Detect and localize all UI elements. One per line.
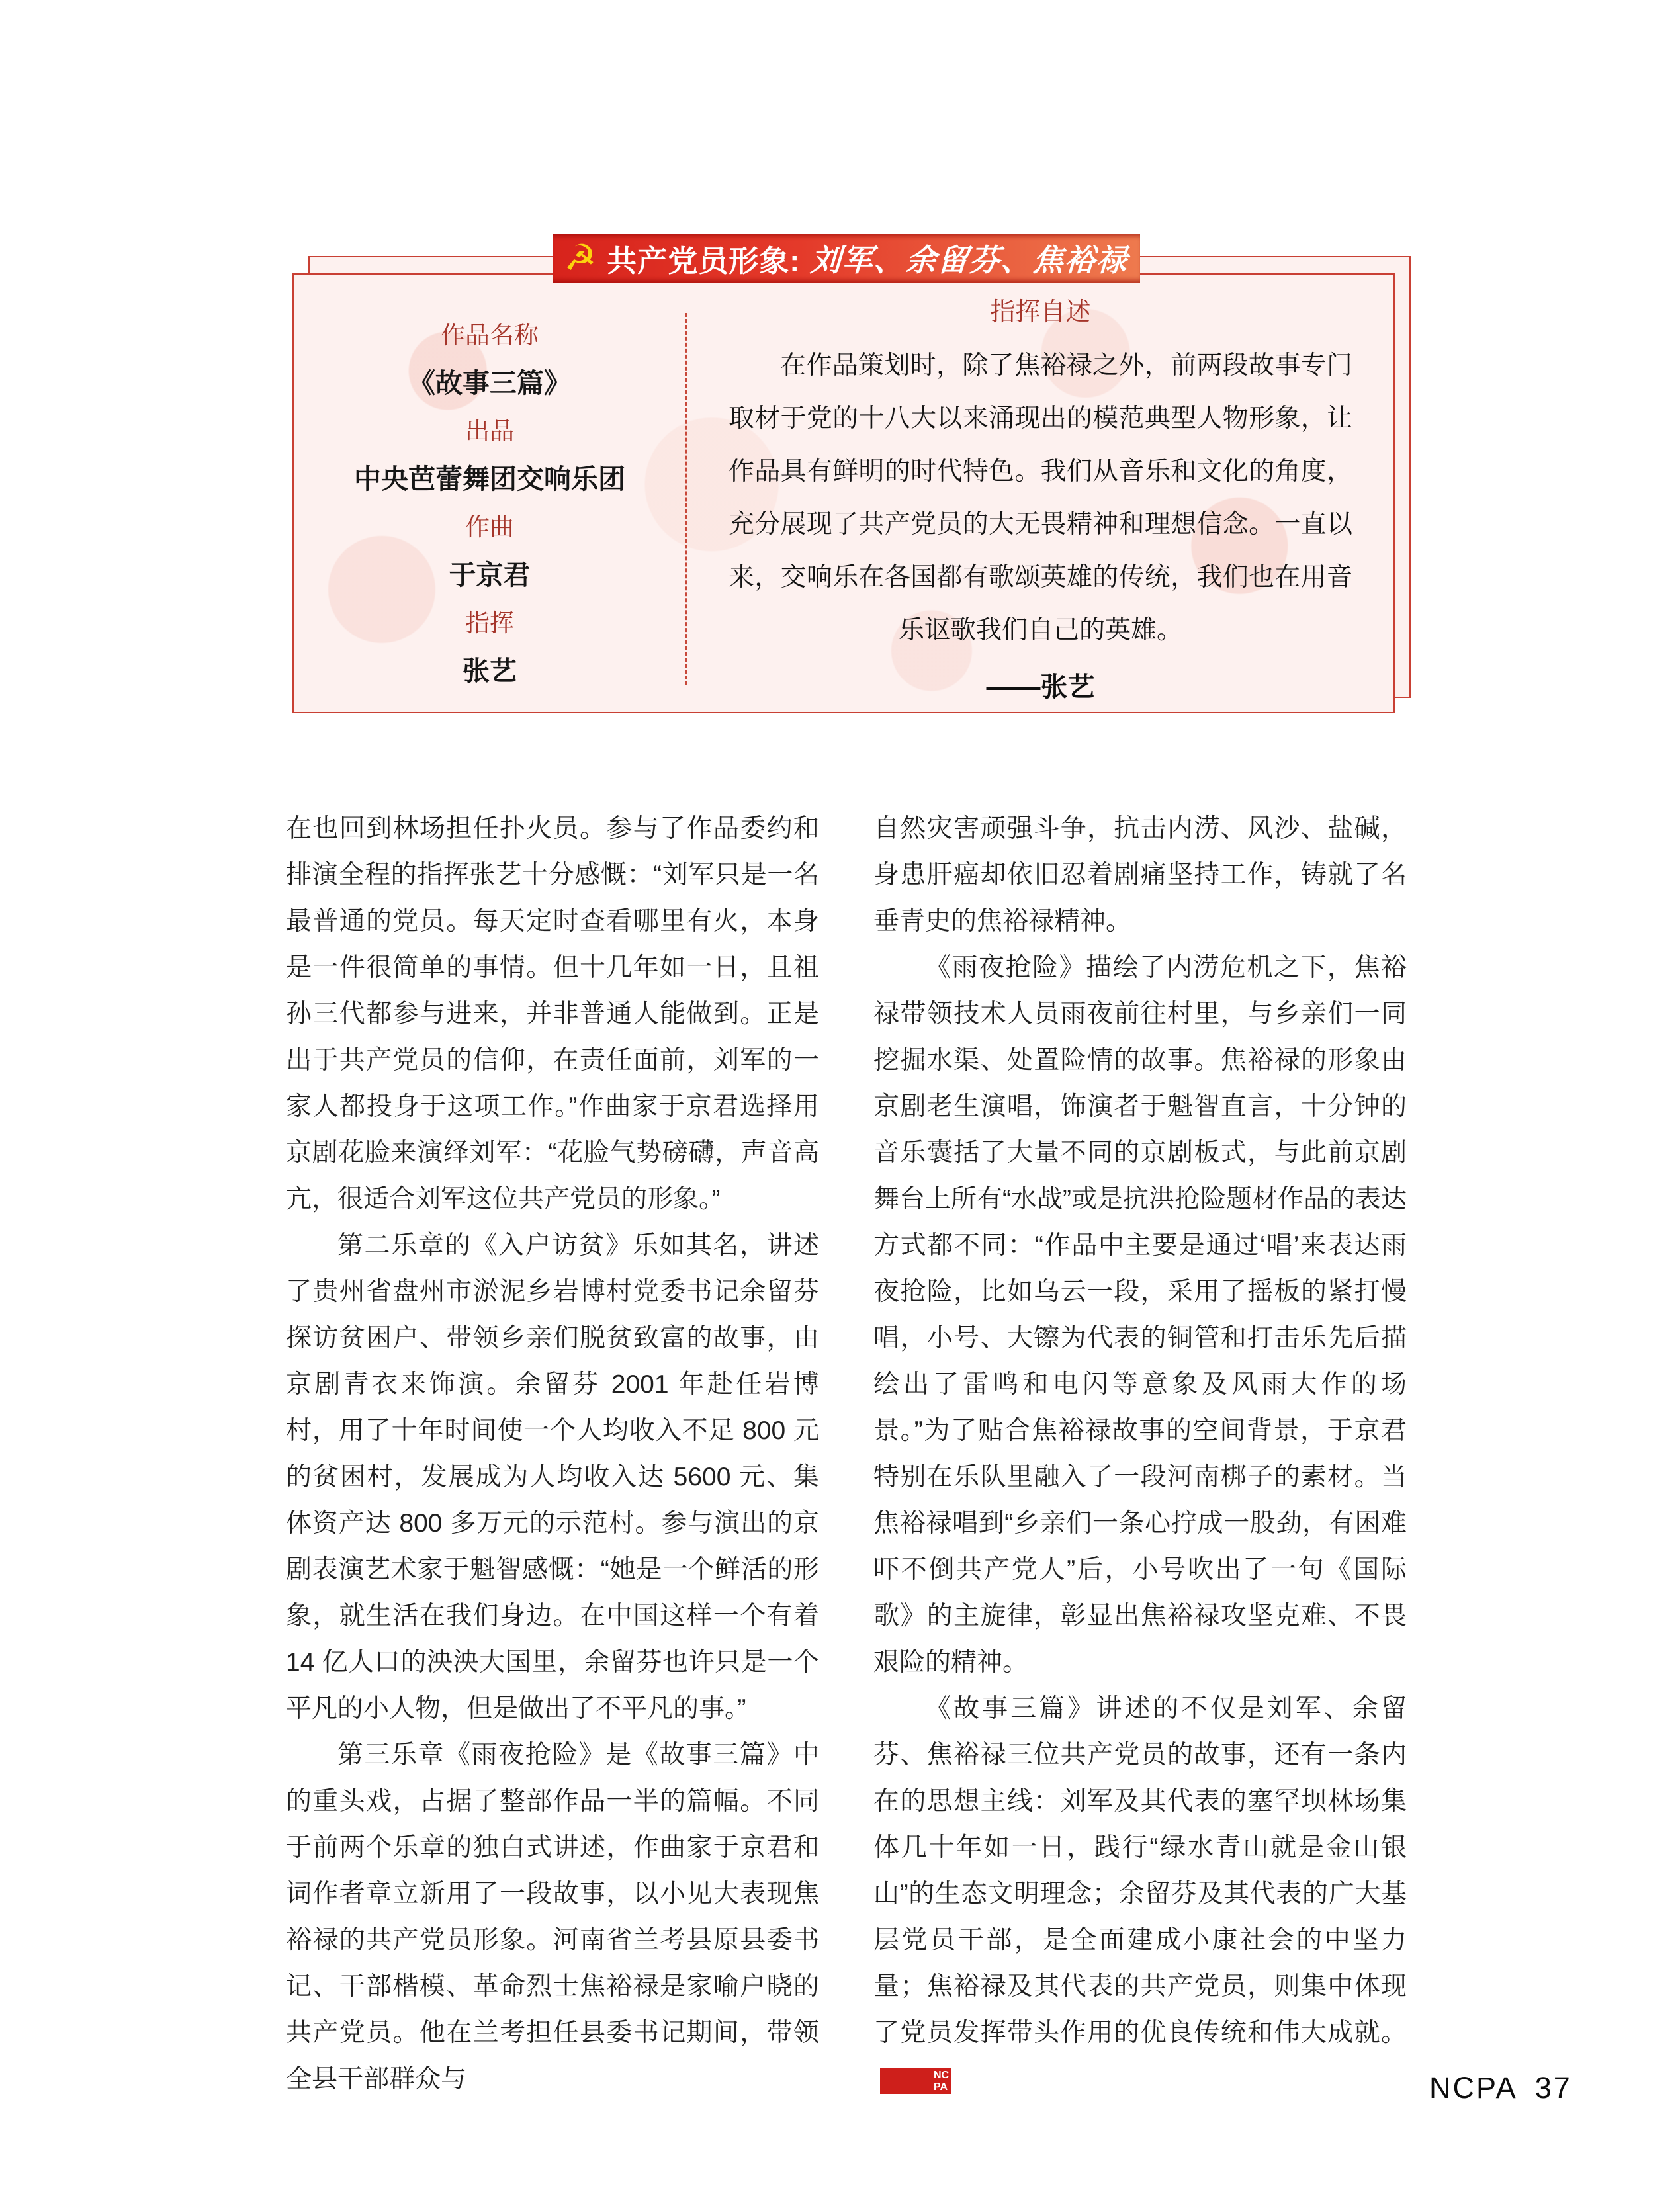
conductor-statement-panel	[687, 275, 1393, 712]
statement-text: 在作品策划时，除了焦裕禄之外，前两段故事专门取材于党的十八大以来涌现出的模范典型人物形象，让作品具有鲜明的时代特色。我们从音乐和文化的角度，充分展现了共产党员的大无畏精神和理想信念。一直以来，交响乐在各国都有歌颂英雄的传统，我们也在用音乐讴歌我们自己的英雄。	[729, 351, 1352, 644]
paragraph: 在也回到林场担任扑火员。参与了作品委约和排演全程的指挥张艺十分感慨：“刘军只是一名最普通的党员。每天定时查看哪里有火，本身是一件很简单的事情。但十几年如一日，且祖孙三代都参与进来，并非普通人能做到。正是出于共产党员的信仰，在责任面前，刘军的一家人都投身于这项工作。”作曲家于京君选择用京剧花脸来演绎刘军：“花脸气势磅礴，声音高亢，很适合刘军这位共产党员的形象。”	[286, 814, 819, 1213]
footer-magazine-label: NCPA	[1429, 2071, 1518, 2105]
section-banner	[553, 234, 1140, 283]
paragraph: 《雨夜抢险》描绘了内涝危机之下，焦裕禄带领技术人员雨夜前往村里，与乡亲们一同挖掘水渠、处置险情的故事。焦裕禄的形象由京剧老生演唱，饰演者于魁智直言，十分钟的音乐囊括了大量不同的京剧板式，与此前京剧舞台上所有“水战”或是抗洪抢险题材作品的表达方式都不同：“作品中主要是通过‘唱’来表达雨夜抢险，比如乌云一段，采用了摇板的紧打慢唱，小号、大镲为代表的铜管和打击乐先后描绘出了雷鸣和电闪等意象及风雨大作的场景。”为了贴合焦裕禄故事的空间背景，于京君特别在乐队里融入了一段河南梆子的素材。当焦裕禄唱到“乡亲们一条心拧成一股劲，有困难吓不倒共产党人”后，小号吹出了一句《国际歌》的主旋律，彰显出焦裕禄攻坚克难、不畏艰险的精神。	[873, 953, 1407, 1677]
field-value-conductor: 张艺	[463, 655, 517, 686]
ncpa-end-mark-icon: $\frac{NC}{PA}$	[880, 2068, 951, 2094]
footer-page-number: 37	[1534, 2071, 1572, 2105]
banner-names: 刘军、余留芬、焦裕禄	[809, 243, 1129, 277]
field-label-producer: 出品	[465, 417, 514, 445]
statement-signature: ——张艺	[986, 672, 1095, 702]
page-footer	[1429, 2071, 1572, 2105]
paragraph: 第三乐章《雨夜抢险》是《故事三篇》中的重头戏，占据了整部作品一半的篇幅。不同于前两个乐章的独白式讲述，作曲家于京君和词作者章立新用了一段故事，以小见大表现焦裕禄的共产党员形象。河南省兰考县原县委书记、干部楷模、革命烈士焦裕禄是家喻户晓的共产党员。他在兰考担任县委书记期间，带领全县干部群众与	[286, 1741, 819, 2093]
paragraph	[873, 1686, 1407, 2103]
field-label-composer: 作曲	[465, 513, 514, 541]
paragraph: 第二乐章的《入户访贫》乐如其名，讲述了贵州省盘州市淤泥乡岩博村党委书记余留芬探访贫困户、带领乡亲们脱贫致富的故事，由京剧青衣来饰演。余留芬 2001 年赴任岩博村，用了十年时间使一个人均收入不足 800 元的贫困村，发展成为人均收入达 5600 元、集体资产达 800 多万元的示范村。参与演出的京剧表演艺术家于魁智感慨：“她是一个鲜活的形象，就生活在我们身边。在中国这样一个有着 14 亿人口的泱泱大国里，余留芬也许只是一个平凡的小人物，但是做出了不平凡的事。”	[286, 1231, 819, 1723]
field-value-producer: 中央芭蕾舞团交响乐团	[354, 464, 625, 495]
party-emblem-icon: ☭	[564, 238, 597, 278]
field-label-work-title: 作品名称	[441, 322, 539, 349]
article-column-right	[873, 806, 1407, 2103]
work-credits-panel	[294, 275, 685, 712]
paragraph: 自然灾害顽强斗争，抗击内涝、风沙、盐碱，身患肝癌却依旧忍着剧痛坚持工作，铸就了名垂青史的焦裕禄精神。	[873, 814, 1407, 936]
statement-title: 指挥自述	[990, 298, 1091, 326]
field-value-composer: 于京君	[449, 560, 531, 591]
info-box	[292, 273, 1395, 713]
field-value-work-title: 《故事三篇》	[408, 368, 571, 399]
article-column-left	[286, 806, 819, 2103]
banner-title: 共产党员形象:	[607, 243, 801, 278]
paragraph-text: 《故事三篇》讲述的不仅是刘军、余留芬、焦裕禄三位共产党员的故事，还有一条内在的思想主线：刘军及其代表的塞罕坝林场集体几十年如一日，践行“绿水青山就是金山银山”的生态文明理念；余留芬及其代表的广大基层党员干部，是全面建成小康社会的中坚力量；焦裕禄及其代表的共产党员，则集中体现了党员发挥带头作用的优良传统和伟大成就。	[873, 1694, 1407, 2047]
field-label-conductor: 指挥	[465, 609, 514, 636]
